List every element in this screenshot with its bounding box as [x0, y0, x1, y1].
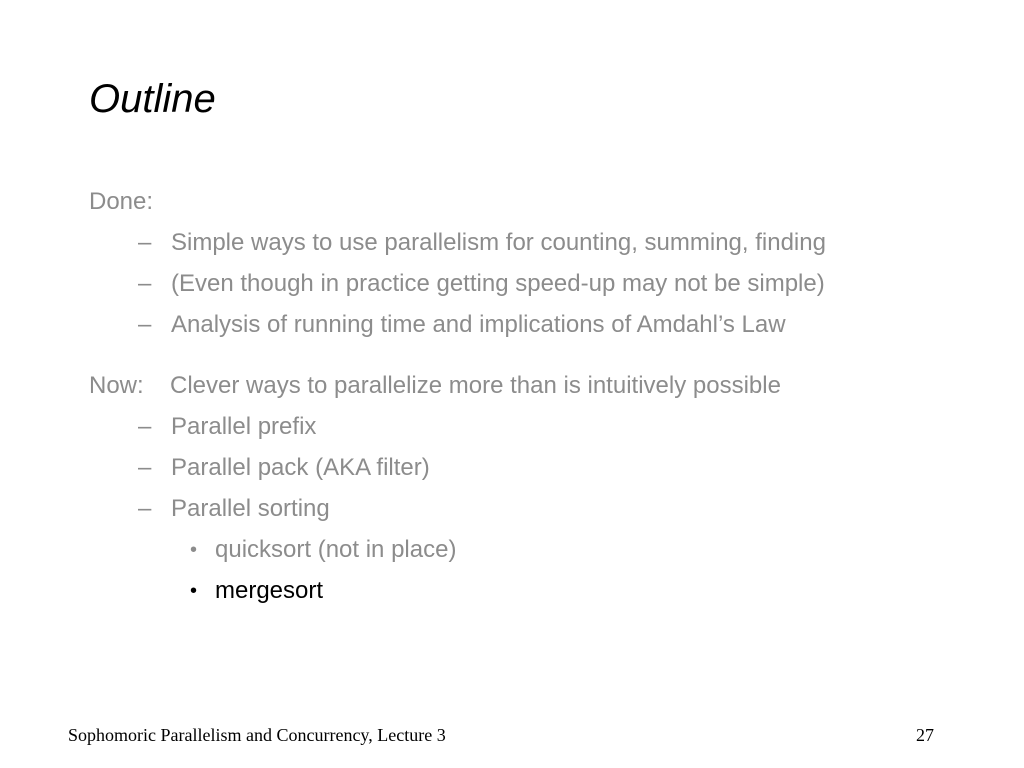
now-item-2: Parallel pack (AKA filter) — [171, 454, 430, 481]
dash-marker: – — [138, 311, 152, 338]
footer-page-number: 27 — [916, 725, 934, 745]
done-item-2: (Even though in practice getting speed-up may not be simple) — [171, 270, 825, 297]
footer-course: Sophomoric Parallelism and Concurrency, Lecture 3 — [68, 725, 446, 745]
dash-marker: – — [138, 229, 152, 256]
now-item-3: Parallel sorting — [171, 495, 330, 522]
dash-marker: – — [138, 413, 152, 440]
now-label: Now: — [89, 372, 144, 399]
dash-marker: – — [138, 454, 152, 481]
bullet-marker: • — [190, 580, 198, 602]
sorting-item-mergesort: mergesort — [215, 577, 324, 604]
now-item-1: Parallel prefix — [171, 413, 317, 440]
now-text: Clever ways to parallelize more than is intuitively possible — [170, 372, 781, 399]
dash-marker: – — [138, 270, 152, 297]
dash-marker: – — [138, 495, 152, 522]
sorting-item-quicksort: quicksort (not in place) — [215, 536, 457, 563]
done-item-3: Analysis of running time and implications of Amdahl’s Law — [171, 311, 786, 338]
bullet-marker: • — [190, 539, 198, 561]
slide-title: Outline — [89, 77, 216, 121]
done-label: Done: — [89, 188, 154, 215]
done-item-1: Simple ways to use parallelism for counting, summing, finding — [171, 229, 826, 256]
